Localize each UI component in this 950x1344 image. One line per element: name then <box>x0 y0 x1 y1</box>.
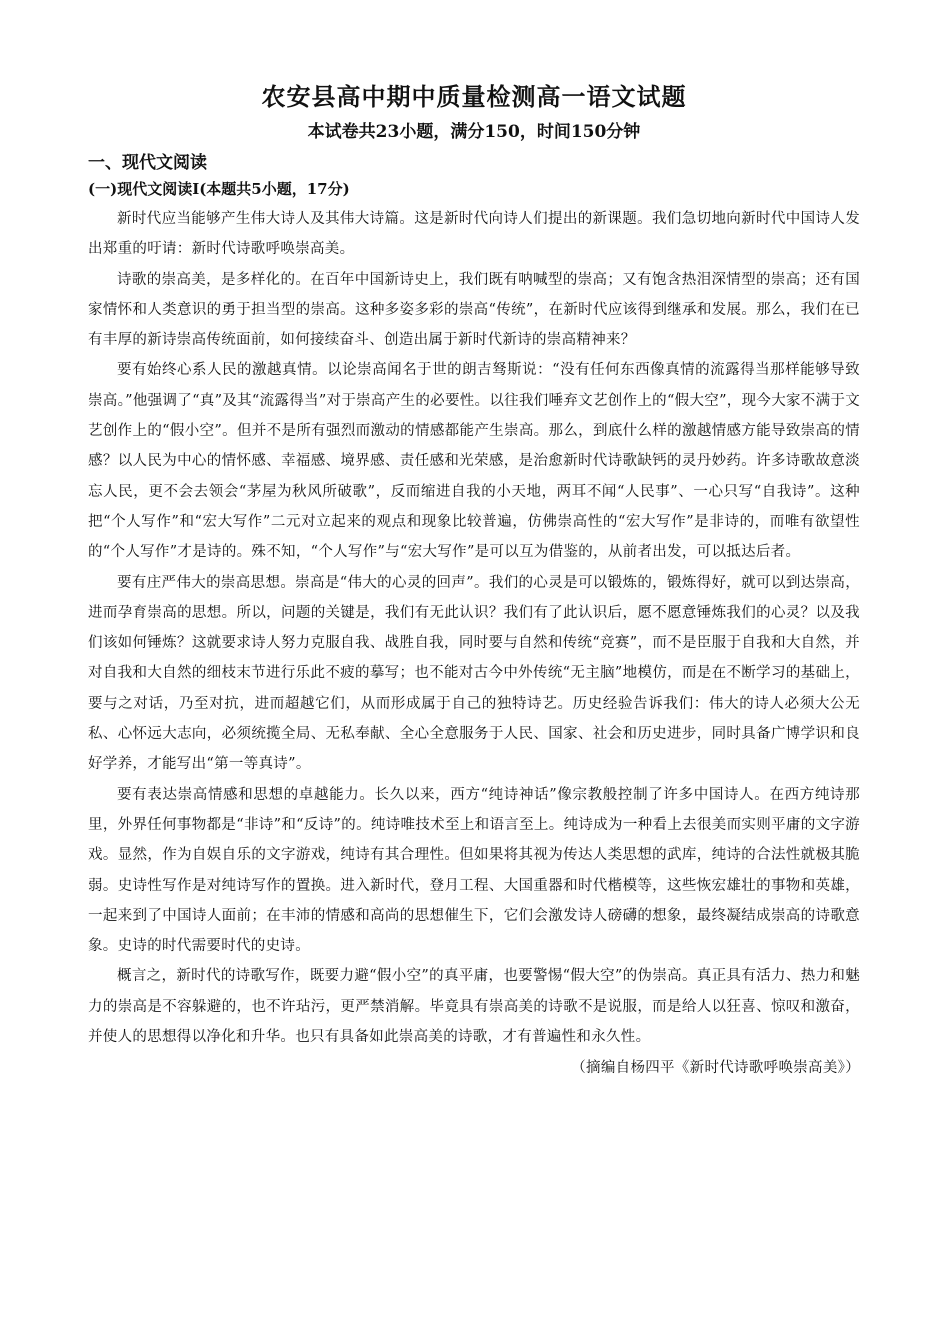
exam-page <box>88 80 860 1084</box>
passage-source: （摘编自杨四平《新时代诗歌呼唤崇高美》） <box>571 1060 860 1077</box>
exam-title: 农安县高中期中质量检测高一语文试题 <box>261 82 687 111</box>
passage-paragraph-5: 要有表达崇高情感和思想的卓越能力。长久以来，西方“纯诗神话”像宗教般控制了许多中国诗人。在西方纯诗那里，外界任何事物都是“非诗”和“反诗”的。纯诗唯技术至上和语言至上。纯诗成为一种看上去很美而实则平庸的文字游戏。显然，作为自娱自乐的文字游戏，纯诗有其合理性。但如果将其视为传达人类思想的武库，纯诗的合法性就极其脆弱。史诗性写作是对纯诗写作的置换。进入新时代，登月工程、大国重器和时代楷模等，这些恢宏雄壮的事物和英雄，一起来到了中国诗人面前；在丰沛的情感和高尚的思想催生下，它们会激发诗人磅礴的想象，最终凝结成崇高的诗歌意象。史诗的时代需要时代的史诗。 <box>88 786 860 955</box>
passage-paragraph-4: 要有庄严伟大的崇高思想。崇高是“伟大的心灵的回声”。我们的心灵是可以锻炼的，锻炼得好，就可以到达崇高，进而孕育崇高的思想。所以，问题的关键是，我们有无此认识？我们有了此认识后，愿不愿意锤炼我们的心灵？以及我们该如何锤炼？这就要求诗人努力克服自我、战胜自我，同时要与自然和传统“竞赛”，而不是臣服于自我和大自然，并对自我和大自然的细枝末节进行乐此不疲的摹写；也不能对古今中外传统“无主脑”地模仿，而是在不断学习的基础上，要与之对话，乃至对抗，进而超越它们，从而形成属于自己的独特诗艺。历史经验告诉我们：伟大的诗人必须大公无私、心怀远大志向，必须统揽全局、无私奉献、全心全意服务于人民、国家、社会和历史进步，同时具备广博学识和良好学养，才能写出“第一等真诗”。 <box>88 574 860 773</box>
passage-paragraph-3: 要有始终心系人民的激越真情。以论崇高闻名于世的朗吉驽斯说：“没有任何东西像真情的流露得当那样能够导致崇高。”他强调了“真”及其“流露得当”对于崇高产生的必要性。以往我们唾弃文艺创作上的“假大空”，现今大家不满于文艺创作上的“假小空”。但并不是所有强烈而激动的情感都能产生崇高。那么，到底什么样的激越情感方能导致崇高的情感？以人民为中心的情怀感、幸福感、境界感、责任感和光荣感，是治愈新时代诗歌缺钙的灵丹妙药。许多诗歌故意淡忘人民，更不会去领会“茅屋为秋风所破歌”，反而缩进自我的小天地，两耳不闻“人民事”、一心只写“自我诗”。这种把“个人写作”和“宏大写作”二元对立起来的观点和现象比较普遍，仿佛崇高性的“宏大写作”是非诗的，而唯有欲望性的“个人写作”才是诗的。殊不知，“个人写作”与“宏大写作”是可以互为借鉴的，从前者出发，可以抵达后者。 <box>88 362 860 561</box>
subsection-heading: (一)现代文阅读Ⅰ(本题共5小题，17分) <box>88 180 350 198</box>
passage-paragraph-1: 新时代应当能够产生伟大诗人及其伟大诗篇。这是新时代向诗人们提出的新课题。我们急切地向新时代中国诗人发出郑重的吁请：新时代诗歌呼唤崇高美。 <box>88 211 860 258</box>
reading-passage <box>88 204 860 1052</box>
section-heading: 一、现代文阅读 <box>88 153 207 173</box>
passage-paragraph-6: 概言之，新时代的诗歌写作，既要力避“假小空”的真平庸，也要警惕“假大空”的伪崇高。真正具有活力、热力和魅力的崇高是不容躲避的，也不许玷污，更严禁消解。毕竟具有崇高美的诗歌不是说服，而是给人以狂喜、惊叹和激奋，并使人的思想得以净化和升华。也只有具备如此崇高美的诗歌，才有普遍性和永久性。 <box>88 968 860 1046</box>
exam-subtitle: 本试卷共23小题，满分150，时间150分钟 <box>307 122 641 142</box>
passage-paragraph-2: 诗歌的崇高美，是多样化的。在百年中国新诗史上，我们既有呐喊型的崇高；又有饱含热泪深情型的崇高；还有国家情怀和人类意识的勇于担当型的崇高。这种多姿多彩的崇高“传统”，在新时代应该得到继承和发展。那么，我们在已有丰厚的新诗崇高传统面前，如何接续奋斗、创造出属于新时代新诗的崇高精神来？ <box>88 271 860 349</box>
